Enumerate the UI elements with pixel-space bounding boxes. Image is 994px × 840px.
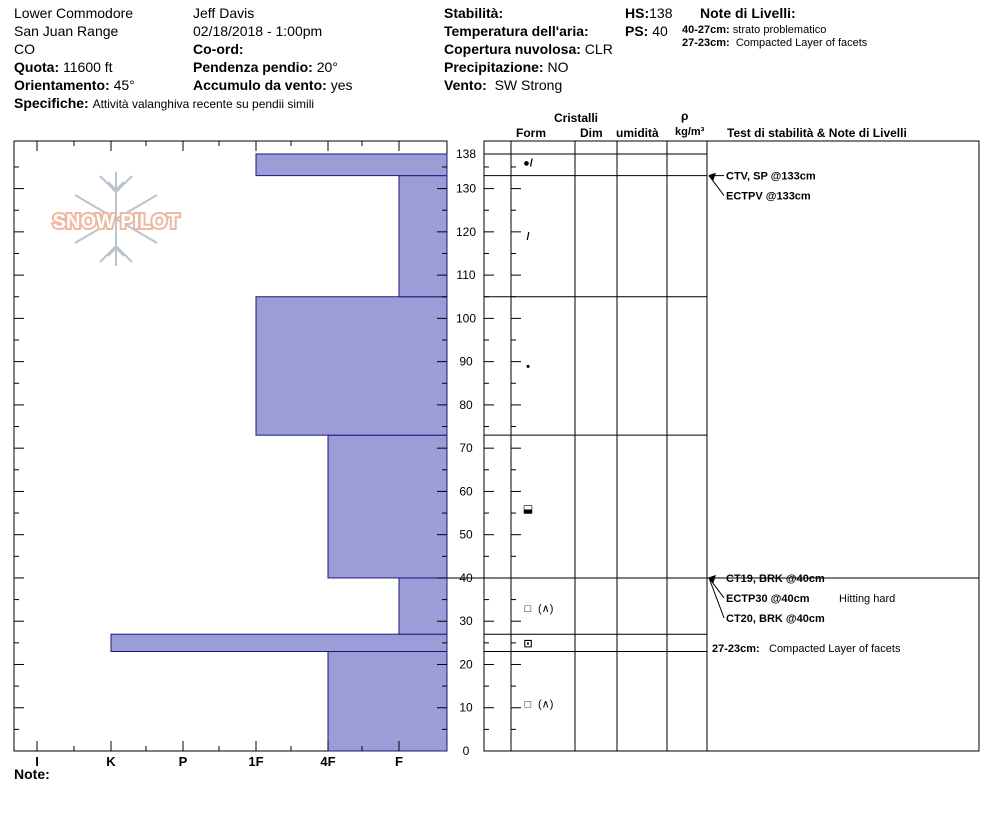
grain-form-extra-6: (∧) bbox=[538, 698, 554, 711]
specifics-value: Attività valanghiva recente su pendii simili bbox=[92, 97, 315, 111]
grain-form-mark-2: • bbox=[526, 360, 530, 373]
x-tick-label-1F: 1F bbox=[248, 754, 264, 769]
snowpilot-logo bbox=[53, 172, 180, 266]
y-tick-label-0: 0 bbox=[462, 744, 470, 758]
test-label-4: CT20, BRK @40cm bbox=[726, 612, 825, 625]
observation-datetime: 02/18/2018 - 1:00pm bbox=[193, 23, 323, 39]
test-arrow-1 bbox=[709, 176, 724, 196]
location-name: Lower Commodore bbox=[14, 5, 134, 21]
air-temp-label: Temperatura dell'aria: bbox=[444, 23, 589, 39]
x-tick-label-I: I bbox=[35, 754, 39, 769]
y-tick-label-130: 130 bbox=[455, 181, 477, 196]
y-tick-label-90: 90 bbox=[459, 354, 473, 369]
slope-value: 20° bbox=[316, 59, 338, 75]
layer-note-1-text: strato problematico bbox=[732, 24, 827, 36]
test-label-1: ECTPV @133cm bbox=[726, 190, 811, 203]
y-tick-label-138: 138 bbox=[455, 146, 477, 161]
grain-form-mark-4: □ bbox=[524, 603, 532, 616]
sky-value: CLR bbox=[584, 41, 613, 57]
test-arrow-4 bbox=[709, 578, 724, 618]
test-label-3: ECTP30 @40cm bbox=[726, 592, 810, 605]
grain-form-mark-1: / bbox=[526, 231, 530, 244]
x-tick-label-K: K bbox=[106, 754, 116, 769]
hardness-bar-6 bbox=[256, 154, 447, 176]
y-tick-label-120: 120 bbox=[455, 224, 477, 239]
coord-label: Co-ord: bbox=[193, 41, 244, 57]
test-arrow-3 bbox=[709, 578, 724, 598]
y-tick-label-60: 60 bbox=[459, 484, 473, 499]
x-tick-label-P: P bbox=[178, 754, 188, 769]
layer-note-1-range: 40-27cm: bbox=[682, 24, 730, 36]
layer-note-2-text: Compacted Layer of facets bbox=[735, 37, 868, 49]
form-header: Form bbox=[516, 126, 546, 140]
y-tick-label-110: 110 bbox=[456, 268, 476, 283]
crystals-header: Cristalli bbox=[554, 111, 599, 125]
grain-form-mark-6: □ bbox=[524, 698, 532, 711]
chart-layer-note-text: Compacted Layer of facets bbox=[769, 642, 901, 655]
humidity-header: umidità bbox=[616, 126, 659, 140]
y-tick-label-10: 10 bbox=[459, 700, 473, 715]
wind-value: SW Strong bbox=[494, 77, 563, 93]
aspect-label: Orientamento: bbox=[14, 77, 110, 93]
note-label: Note: bbox=[14, 766, 50, 782]
range-name: San Juan Range bbox=[14, 23, 119, 39]
density-unit-header: kg/m³ bbox=[675, 126, 705, 138]
state-name: CO bbox=[14, 41, 35, 57]
grain-form-mark-0: ●/ bbox=[523, 157, 533, 170]
stability-label: Stabilità: bbox=[444, 5, 504, 21]
x-tick-label-F: F bbox=[395, 754, 403, 769]
wind-loading-value: yes bbox=[330, 77, 353, 93]
x-tick-label-4F: 4F bbox=[320, 754, 336, 769]
sky-label: Copertura nuvolosa: bbox=[444, 41, 581, 57]
aspect-value: 45° bbox=[113, 77, 135, 93]
y-tick-label-40: 40 bbox=[459, 570, 473, 585]
y-tick-label-30: 30 bbox=[459, 614, 473, 629]
hardness-bar-4 bbox=[256, 297, 447, 435]
test-extra-3: Hitting hard bbox=[839, 592, 896, 605]
test-label-0: CTV, SP @133cm bbox=[726, 170, 816, 183]
hardness-bar-2 bbox=[399, 578, 447, 634]
test-arrowhead-1 bbox=[709, 174, 715, 180]
grain-form-mark-3: ⬓ bbox=[522, 503, 534, 516]
wind-loading-label: Accumulo da vento: bbox=[193, 77, 327, 93]
observer-name: Jeff Davis bbox=[193, 5, 255, 21]
ps-value: 40 bbox=[652, 23, 668, 39]
elevation-label: Quota: bbox=[14, 59, 60, 75]
layer-table-frame bbox=[484, 141, 979, 751]
precip-label: Precipitazione: bbox=[444, 59, 544, 75]
dim-header: Dim bbox=[580, 126, 603, 140]
grain-form-extra-4: (∧) bbox=[538, 603, 554, 616]
wind-label: Vento: bbox=[444, 77, 487, 93]
precip-value: NO bbox=[547, 59, 569, 75]
tests-header: Test di stabilità & Note di Livelli bbox=[727, 126, 907, 140]
test-label-2: CT19, BRK @40cm bbox=[726, 572, 825, 585]
y-tick-label-50: 50 bbox=[459, 527, 473, 542]
slope-label: Pendenza pendio: bbox=[193, 59, 313, 75]
hardness-bar-5 bbox=[399, 176, 447, 297]
specifics-label: Specifiche: bbox=[14, 95, 89, 111]
elevation-value: 11600 ft bbox=[63, 59, 113, 75]
layer-note-2-range: 27-23cm: bbox=[682, 37, 730, 49]
y-tick-label-80: 80 bbox=[459, 397, 473, 412]
chart-layer-note-range: 27-23cm: bbox=[712, 642, 760, 655]
y-tick-label-100: 100 bbox=[455, 311, 477, 326]
hardness-bar-0 bbox=[328, 651, 447, 751]
ps-label: PS: bbox=[625, 23, 649, 39]
layer-notes-label: Note di Livelli: bbox=[700, 5, 796, 21]
grain-form-mark-5: ⊡ bbox=[523, 637, 533, 650]
logo-text: SNOW PILOT bbox=[52, 211, 180, 233]
rho-header: ρ bbox=[681, 109, 689, 123]
y-tick-label-20: 20 bbox=[459, 657, 473, 672]
hs-value: 138 bbox=[649, 5, 673, 21]
hardness-bar-3 bbox=[328, 435, 447, 578]
hs-label: HS: bbox=[625, 5, 650, 21]
y-tick-label-70: 70 bbox=[459, 441, 473, 456]
hardness-bar-1 bbox=[111, 634, 447, 651]
